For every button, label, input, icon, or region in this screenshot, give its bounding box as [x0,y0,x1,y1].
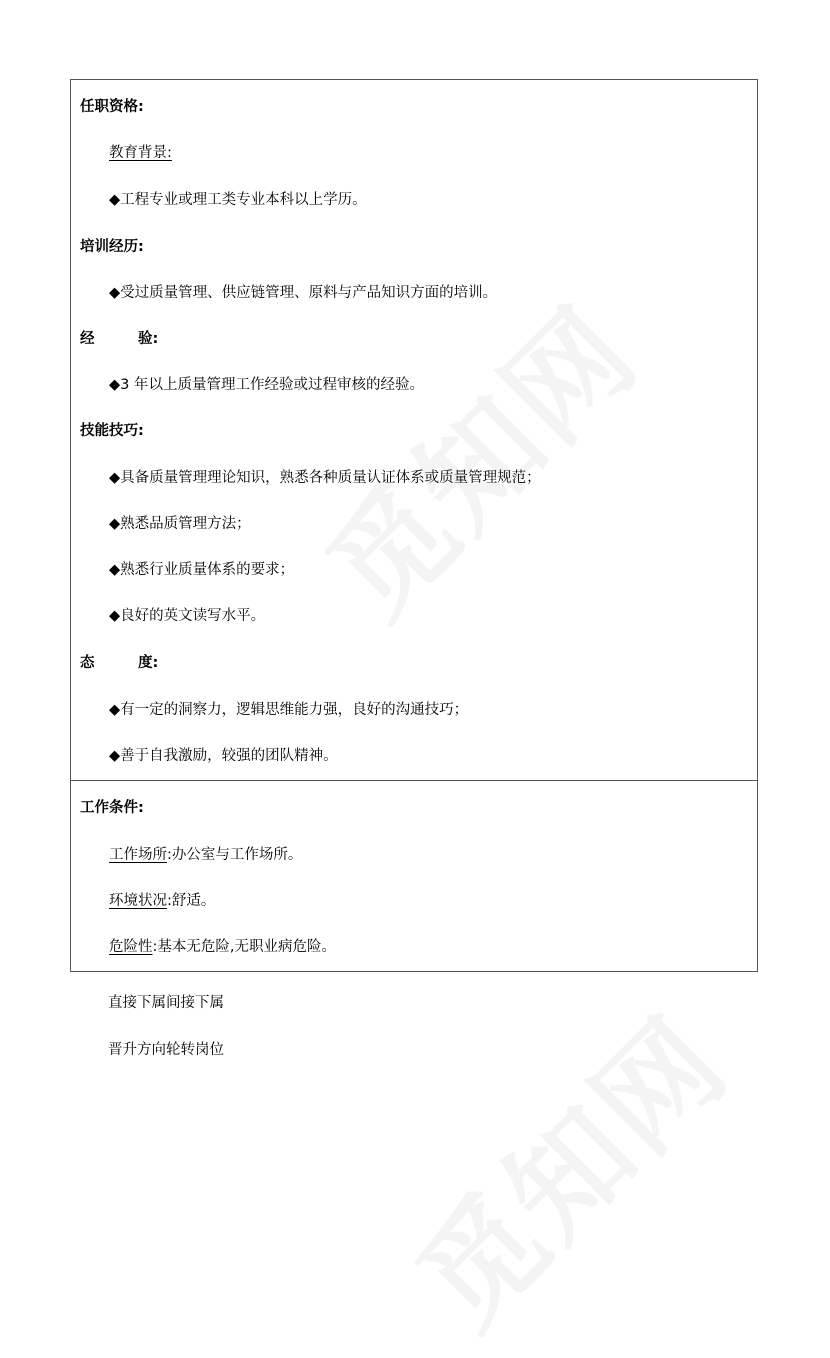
condition-value: :基本无危险,无职业病危险。 [152,939,336,955]
skills-item: ◆熟悉品质管理方法； [109,516,251,532]
work-conditions-heading: 工作条件: [80,800,144,816]
attitude-item: ◆有一定的洞察力，逻辑思维能力强，良好的沟通技巧； [109,702,469,718]
condition-label: 环境状况 [109,893,167,909]
experience-heading [80,329,158,349]
subordinates-line: 直接下属间接下属 [108,995,224,1011]
condition-row-environment [109,891,215,911]
skills-heading: 技能技巧: [80,423,144,439]
attitude-heading-b: 度: [138,655,159,671]
attitude-item: ◆善于自我激励，较强的团队精神。 [109,748,338,764]
work-conditions-cell [71,780,757,971]
condition-row-hazard [109,937,336,957]
condition-value: :办公室与工作场所。 [167,847,303,863]
attitude-heading [80,653,158,673]
experience-heading-b: 验: [138,331,159,347]
training-heading: 培训经历: [80,239,144,255]
condition-row-workplace [109,845,302,865]
skills-item: ◆良好的英文读写水平。 [109,608,266,624]
skills-item: ◆具备质量管理理论知识，熟悉各种质量认证体系或质量管理规范； [109,470,541,486]
education-item: ◆工程专业或理工类专业本科以上学历。 [109,192,367,208]
training-item: ◆受过质量管理、供应链管理、原料与产品知识方面的培训。 [109,285,498,301]
qualifications-cell [71,80,757,780]
attitude-heading-a: 态 [80,655,95,671]
job-description-table [70,79,758,972]
condition-value: :舒适。 [167,893,216,909]
skills-item: ◆熟悉行业质量体系的要求； [109,562,295,578]
promotion-line: 晋升方向轮转岗位 [108,1042,224,1058]
qualifications-heading: 任职资格: [80,99,144,115]
experience-item: ◆3 年以上质量管理工作经验或过程审核的经验。 [109,377,424,393]
experience-heading-a: 经 [80,331,95,347]
education-label: 教育背景: [109,145,172,161]
condition-label: 危险性 [109,939,153,955]
watermark [374,974,759,1358]
condition-label: 工作场所 [109,847,167,863]
